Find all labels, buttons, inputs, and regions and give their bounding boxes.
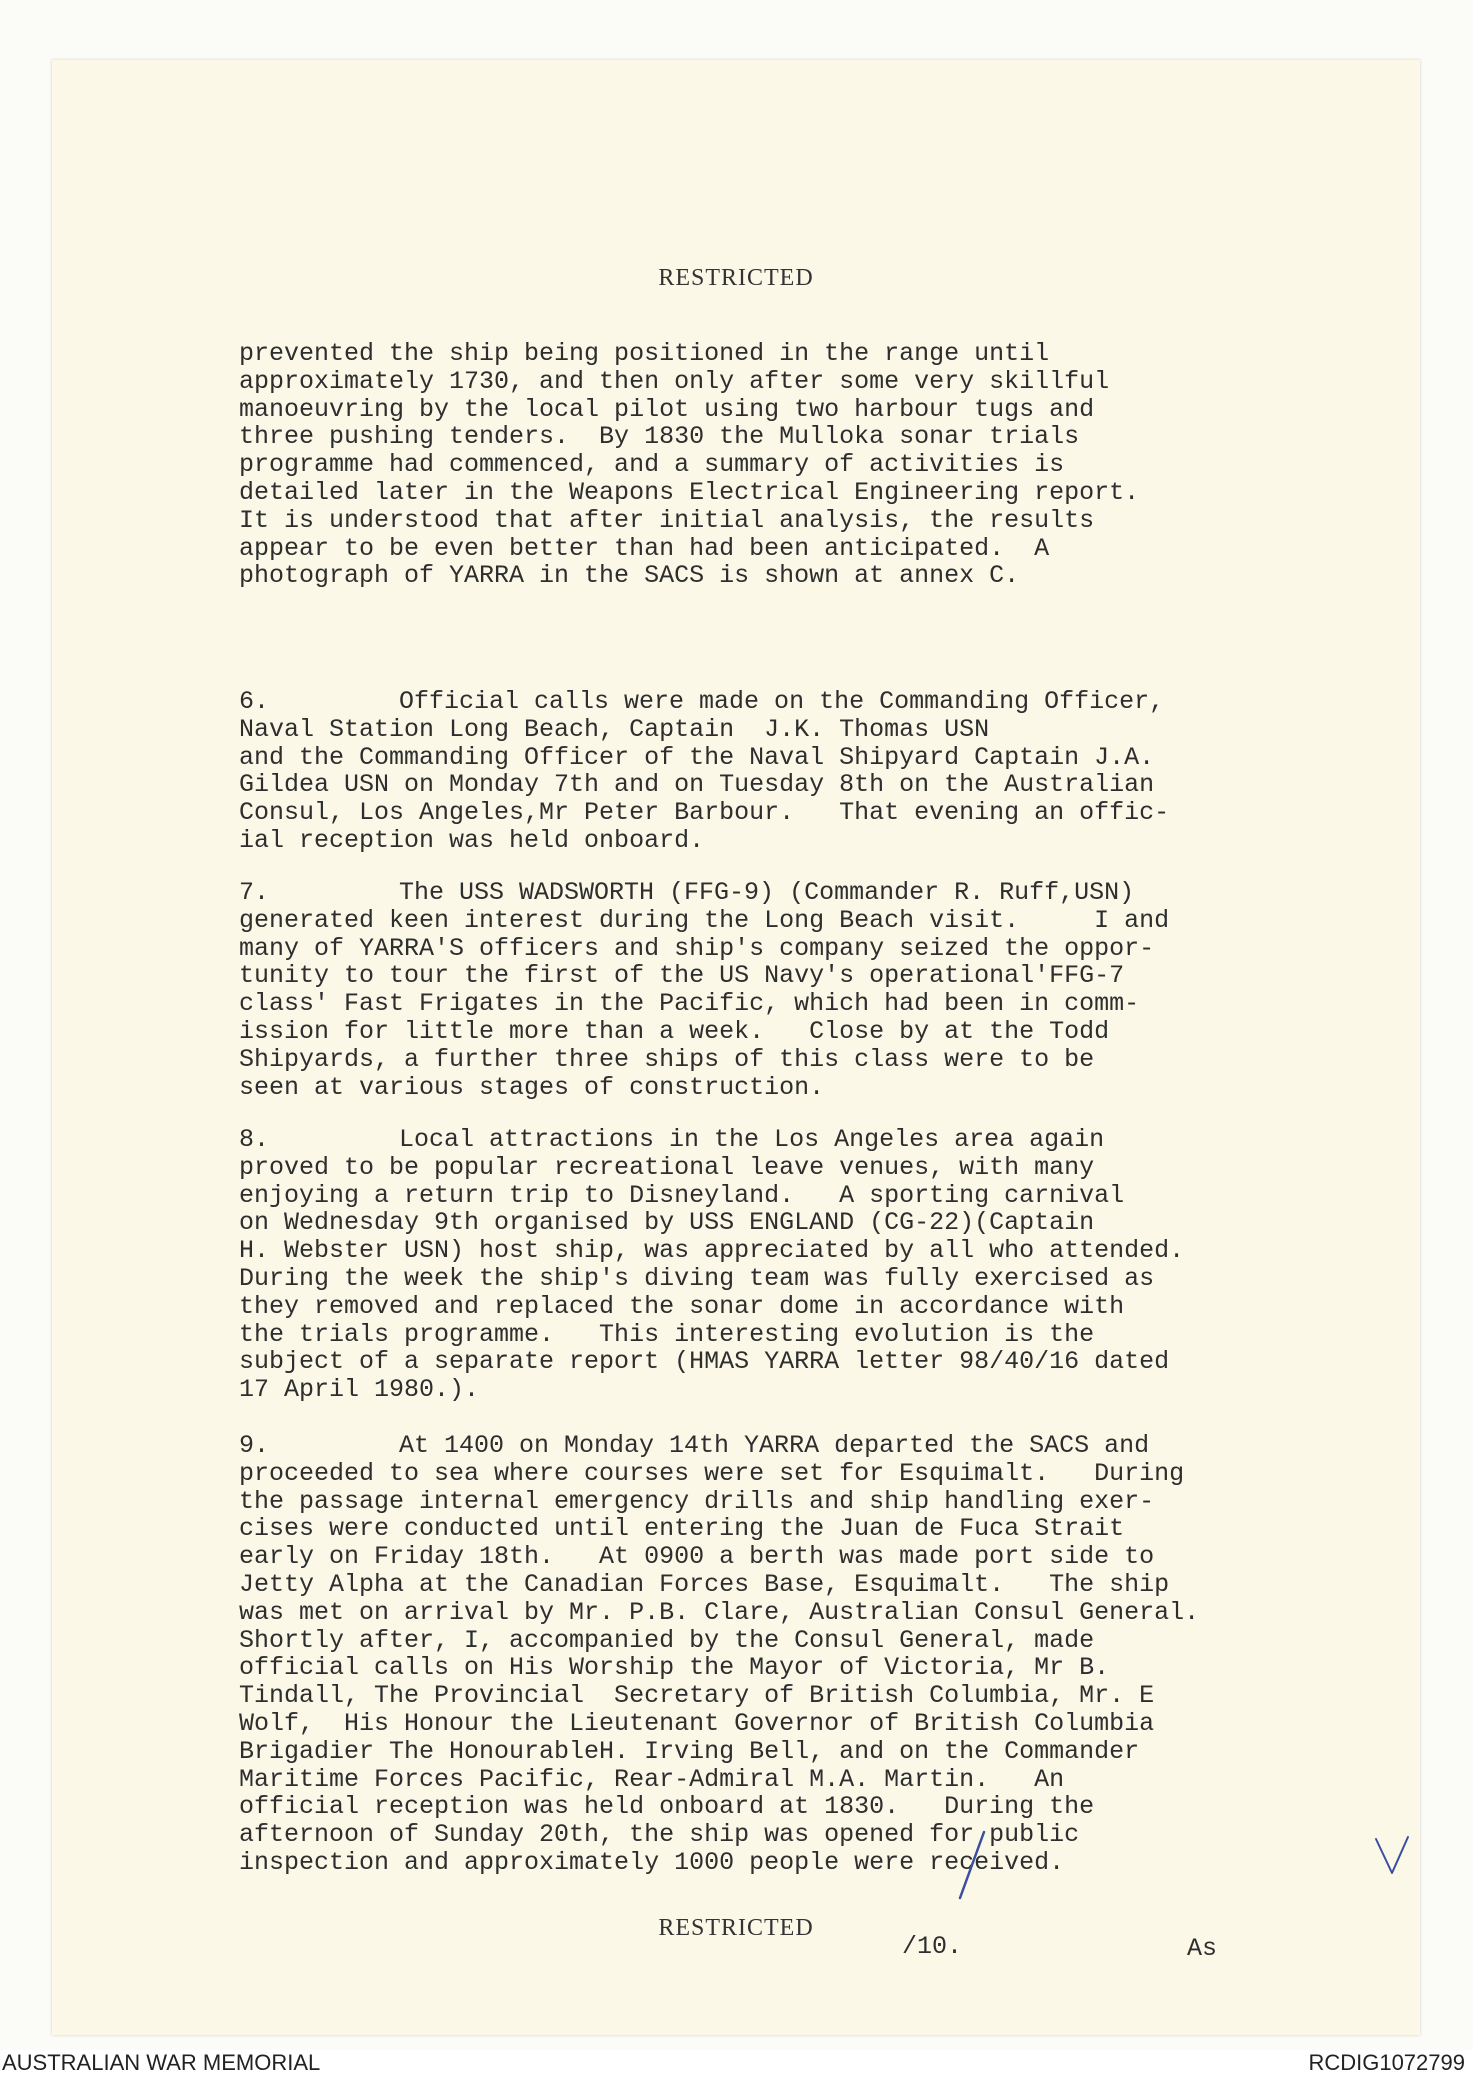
pen-slash-mark — [952, 1828, 992, 1903]
pen-check-mark — [1372, 1835, 1412, 1877]
paragraph-text: Official calls were made on the Commanding Officer, Naval Station Long Beach, Captain J.K. Thomas USN and the Commanding Officer of the Naval Shipyard Captain J.A. Gildea USN on Monday 7th and on Tuesday 8th on the Australian Consul, Los Angeles,Mr Peter Barbour. That evening an offic- ial reception was held onboard. — [239, 687, 1170, 855]
classification-footer: RESTRICTED — [658, 1915, 814, 1941]
paragraph-text: Local attractions in the Los Angeles area again proved to be popular recreational leave venues, with many enjoying a return trip to Disneyland. A sporting carnival on Wednesday 9th organised by USS ENGLAND (CG-22)(Captain H. Webster USN) host ship, was appreciated by all who attended. During the week the ship's diving team was fully exercised as they removed and replaced the sonar dome in accordance with the trials programme. This interesting evolution is the subject of a separate report (HMAS YARRA letter 98/40/16 dated 17 April 1980.). — [239, 1125, 1185, 1405]
archive-id: RCDIG1072799 — [1308, 2050, 1465, 2075]
paragraph-6 — [239, 688, 1389, 855]
catchword: As — [1187, 1934, 1218, 1963]
paragraph-text: At 1400 on Monday 14th YARRA departed the SACS and proceeded to sea where courses were set for Esquimalt. During the passage internal emergency drills and ship handling exer- cises were conducted until entering the Juan de Fuca Strait early on Friday 18th. At 0900 a berth was made port side to Jetty Alpha at the Canadian Forces Base, Esquimalt. The ship was met on arrival by Mr. P.B. Clare, Australian Consul General. Shortly after, I, accompanied by the Consul General, made official calls on His Worship the Mayor of Victoria, Mr B. Tindall, The Provincial Secretary of British Columbia, Mr. E Wolf, His Honour the Lieutenant Governor of British Columbia Brigadier The HonourableH. Irving Bell, and on the Commander Maritime Forces Pacific, Rear-Admiral M.A. Martin. An official reception was held onboard at 1830. During the afternoon of Sunday 20th, the ship was opened for public inspection and approximately 1000 people were received. — [239, 1431, 1200, 1877]
paragraph-number: 6. — [239, 687, 270, 716]
next-page-reference: /10. — [902, 1932, 963, 1961]
paragraph-8 — [239, 1126, 1389, 1404]
paragraph-7 — [239, 879, 1389, 1101]
archive-name: AUSTRALIAN WAR MEMORIAL — [2, 2050, 321, 2075]
paragraph-continued: prevented the ship being positioned in the range until approximately 1730, and then only after some very skillful manoeuvring by the local pilot using two harbour tugs and three pushing tenders. By 1830 the Mulloka sonar trials programme had commenced, and a summary of activities is detailed later in the Weapons Electrical Engineering report. It is understood that after initial analysis, the results appear to be even better than had been anticipated. A photograph of YARRA in the SACS is shown at annex C. — [239, 339, 1140, 591]
document-page — [52, 60, 1420, 2035]
paragraph-number: 9. — [239, 1431, 270, 1460]
paragraph-number: 8. — [239, 1125, 270, 1154]
paragraph-9 — [239, 1432, 1389, 1877]
paragraph-number: 7. — [239, 878, 270, 907]
classification-header: RESTRICTED — [658, 265, 814, 291]
paragraph-text: The USS WADSWORTH (FFG-9) (Commander R. Ruff,USN) generated keen interest during the Long Beach visit. I and many of YARRA'S officers and ship's company seized the oppor- tunity to tour the first of the US Navy's operational'FFG-7 class' Fast Frigates in the Pacific, which had been in comm- ission for little more than a week. Close by at the Todd Shipyards, a further three ships of this class were to be seen at various stages of construction. — [239, 878, 1170, 1102]
